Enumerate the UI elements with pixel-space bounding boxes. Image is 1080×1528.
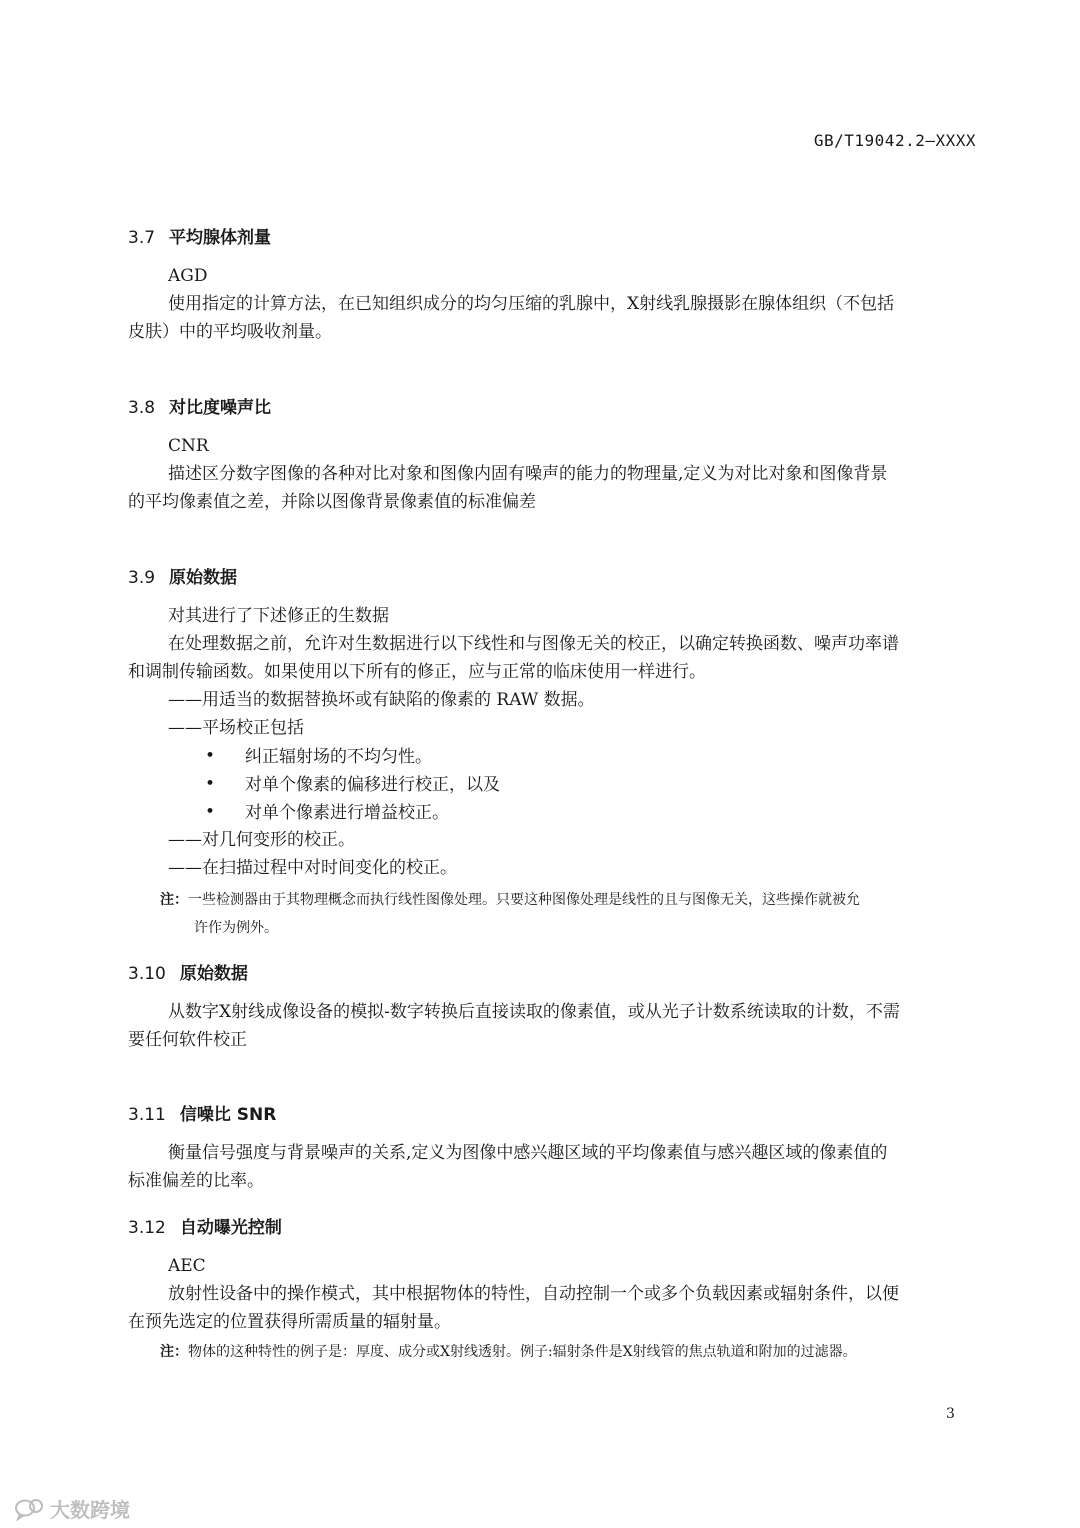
definition-line: 从数字X射线成像设备的模拟-数字转换后直接读取的像素值，或从光子计数系统读取的计数，不需 [168, 1002, 900, 1022]
definition-line: 对其进行了下述修正的生数据 [168, 606, 389, 626]
bullet-marker: • [205, 802, 216, 822]
bullet-list-item: 对单个像素的偏移进行校正，以及 [245, 775, 500, 795]
dash-list-item: ——在扫描过程中对时间变化的校正。 [168, 858, 457, 878]
definition-line: 在处理数据之前，允许对生数据进行以下线性和与图像无关的校正，以确定转换函数、噪声功率谱 [168, 634, 899, 654]
section-number: 3.12 [128, 1218, 166, 1238]
note-label: 注： [160, 1344, 188, 1360]
note [160, 1341, 857, 1361]
document-code: GB/T19042.2—XXXX [813, 131, 976, 150]
chat-bubble-icon [14, 1497, 44, 1521]
dash-list-item: ——对几何变形的校正。 [168, 830, 355, 850]
note-text: 一些检测器由于其物理概念而执行线性图像处理。只要这种图像处理是线性的且与图像无关，这些操作就被允 [188, 892, 860, 908]
abbreviation: AEC [168, 1256, 206, 1276]
section-number: 3.8 [128, 398, 156, 418]
section-number: 3.7 [128, 228, 156, 248]
dash-list-item: ——用适当的数据替换坏或有缺陷的像素的 RAW 数据。 [168, 690, 595, 710]
section-title: 原始数据 [179, 964, 248, 984]
bullet-marker: • [205, 746, 216, 766]
dash-list-item: ——平场校正包括 [168, 718, 304, 738]
section-heading-3-10 [128, 959, 248, 984]
abbreviation: CNR [168, 436, 209, 456]
section-heading-3-8 [128, 393, 271, 418]
section-number: 3.10 [128, 964, 166, 984]
bullet-list-item: 纠正辐射场的不均匀性。 [245, 747, 432, 767]
definition-line: 描述区分数字图像的各种对比对象和图像内固有噪声的能力的物理量,定义为对比对象和图像背景 [168, 464, 888, 484]
watermark-text: 大数跨境 [50, 1498, 130, 1522]
definition-line: 衡量信号强度与背景噪声的关系,定义为图像中感兴趣区域的平均像素值与感兴趣区域的像素值的 [168, 1143, 888, 1163]
section-title: 信噪比 SNR [179, 1105, 277, 1125]
definition-line: 标准偏差的比率。 [128, 1171, 264, 1191]
definition-line: 的平均像素值之差，并除以图像背景像素值的标准偏差 [128, 492, 536, 512]
definition-line: 和调制传输函数。如果使用以下所有的修正，应与正常的临床使用一样进行。 [128, 662, 706, 682]
note [160, 889, 860, 909]
section-title: 原始数据 [169, 568, 238, 588]
note-continuation: 许作为例外。 [194, 920, 278, 936]
abbreviation: AGD [168, 266, 208, 286]
section-title: 平均腺体剂量 [169, 228, 272, 248]
watermark [14, 1494, 130, 1523]
note-text: 物体的这种特性的例子是：厚度、成分或X射线透射。例子:辐射条件是X射线管的焦点轨道和附加的过滤器。 [188, 1344, 857, 1360]
note-label: 注： [160, 892, 188, 908]
definition-line: 使用指定的计算方法，在已知组织成分的均匀压缩的乳腺中，X射线乳腺摄影在腺体组织（不包括 [168, 294, 895, 314]
definition-line: 放射性设备中的操作模式，其中根据物体的特性，自动控制一个或多个负载因素或辐射条件，以便 [168, 1284, 899, 1304]
definition-line: 皮肤）中的平均吸收剂量。 [128, 322, 332, 342]
definition-line: 在预先选定的位置获得所需质量的辐射量。 [128, 1312, 451, 1332]
bullet-list-item: 对单个像素进行增益校正。 [245, 803, 449, 823]
section-number: 3.9 [128, 568, 156, 588]
section-heading-3-11 [128, 1100, 276, 1125]
section-heading-3-12 [128, 1213, 282, 1238]
section-number: 3.11 [128, 1105, 166, 1125]
section-heading-3-7 [128, 223, 271, 248]
section-title: 对比度噪声比 [169, 398, 272, 418]
bullet-marker: • [205, 774, 216, 794]
section-heading-3-9 [128, 563, 237, 588]
section-title: 自动曝光控制 [179, 1218, 282, 1238]
page-number: 3 [946, 1406, 955, 1422]
definition-line: 要任何软件校正 [128, 1030, 247, 1050]
